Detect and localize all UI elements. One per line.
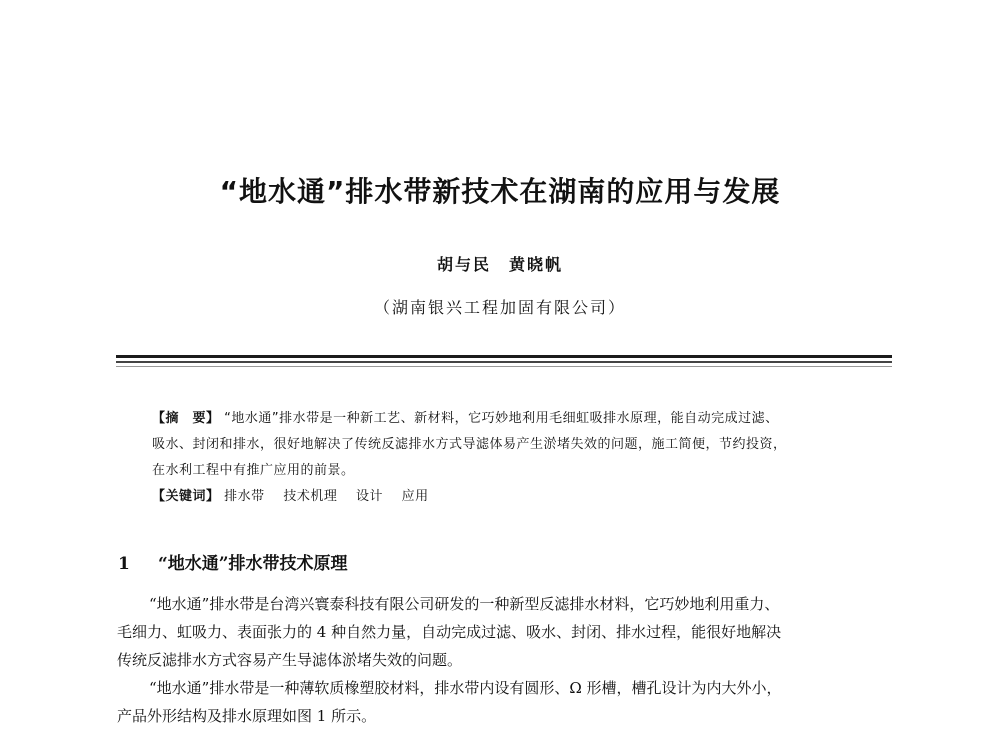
body-line-1: “地水通”排水带是台湾兴寰泰科技有限公司研发的一种新型反滤排水材料，它巧妙地利用重力、 <box>149 595 780 613</box>
header-rule-middle <box>116 361 892 363</box>
abstract-label: 【摘 要】 <box>152 411 220 426</box>
section-1-number: 1 <box>118 554 130 574</box>
abstract-line-3: 在水利工程中有推广应用的前景。 <box>152 463 355 478</box>
abstract-text-1: “地水通”排水带是一种新工艺、新材料，它巧妙地利用毛细虹吸排水原理，能自动完成过滤、 <box>224 411 779 426</box>
section-1-title: “地水通”排水带技术原理 <box>158 554 348 574</box>
section-1-heading <box>118 549 348 574</box>
body-line-3: 传统反滤排水方式容易产生导滤体淤堵失效的问题。 <box>117 651 463 669</box>
paper-affiliation: （湖南银兴工程加固有限公司） <box>373 298 626 317</box>
keyword-item: 应用 <box>401 489 429 504</box>
keywords-line <box>152 484 892 510</box>
body-line-4: “地水通”排水带是一种薄软质橡塑胶材料，排水带内设有圆形、Ω 形槽，槽孔设计为内大外小， <box>149 679 782 697</box>
body-line-5: 产品外形结构及排水原理如图 1 所示。 <box>117 707 377 725</box>
keyword-item: 排水带 <box>224 489 265 504</box>
paper-authors: 胡与民 黄晓帆 <box>436 255 563 274</box>
keywords-label: 【关键词】 <box>152 489 220 504</box>
section-1-body <box>117 590 892 730</box>
abstract-block <box>152 406 892 510</box>
header-rule-thin <box>116 366 892 367</box>
abstract-line-2: 吸水、封闭和排水，很好地解决了传统反滤排水方式导滤体易产生淤堵失效的问题，施工简便，节约投资， <box>152 437 787 452</box>
keyword-item: 设计 <box>355 489 383 504</box>
body-line-2: 毛细力、虹吸力、表面张力的 4 种自然力量，自动完成过滤、吸水、封闭、排水过程，能很好地解决 <box>117 623 782 641</box>
header-rule-thick <box>116 355 892 358</box>
keyword-item: 技术机理 <box>283 489 338 504</box>
paper-title: “地水通”排水带新技术在湖南的应用与发展 <box>219 175 781 208</box>
abstract-line-1 <box>152 406 892 432</box>
